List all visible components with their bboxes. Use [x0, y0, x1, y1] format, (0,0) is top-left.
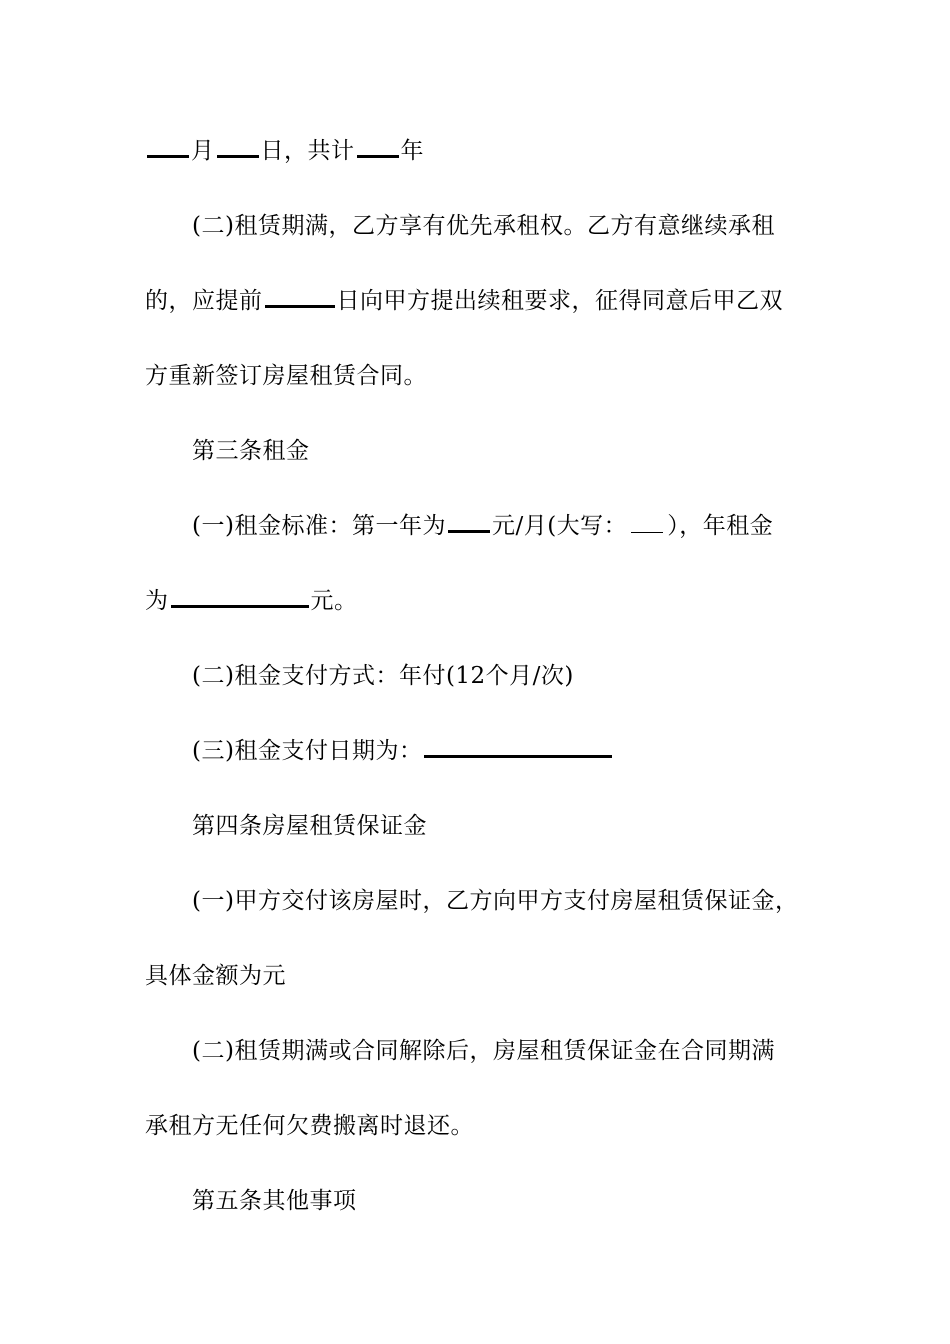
text-notice-suffix: 日向甲方提出续租要求，征得同意后甲乙双	[336, 288, 783, 314]
section-heading-rent: 第三条租金	[192, 438, 310, 464]
renewal-notice-line	[145, 286, 825, 316]
text-notice-prefix: 的，应提前	[145, 288, 263, 314]
text-rent-uppercase: 元/月(大写：	[491, 513, 628, 539]
month-blank[interactable]	[147, 137, 189, 158]
day-blank[interactable]	[217, 137, 259, 158]
text-year: 年	[400, 138, 424, 164]
notice-days-blank[interactable]	[265, 287, 335, 308]
annual-rent-line	[145, 586, 825, 616]
deposit-refund-paragraph: (二)租赁期满或合同解除后，房屋租赁保证金在合同期满	[192, 1038, 775, 1064]
section-heading-other: 第五条其他事项	[192, 1188, 357, 1214]
text-annual-unit: 元。	[310, 588, 358, 614]
renewal-resign-line: 方重新签订房屋租赁合同。	[145, 363, 427, 389]
payment-date-blank[interactable]	[424, 737, 612, 758]
deposit-amount-line: 具体金额为元	[145, 963, 286, 989]
deposit-paragraph: (一)甲方交付该房屋时，乙方向甲方支付房屋租赁保证金，	[192, 888, 799, 914]
text-month: 月	[191, 138, 215, 164]
years-blank[interactable]	[357, 137, 399, 158]
rent-standard-line	[192, 511, 872, 541]
uppercase-amount-blank[interactable]	[631, 514, 663, 533]
lease-term-end-line	[145, 136, 825, 166]
payment-date-line	[192, 736, 872, 766]
text-annual-rent: ），年租金	[667, 513, 774, 539]
renewal-right-paragraph: (二)租赁期满，乙方享有优先承租权。乙方有意继续承租	[192, 213, 775, 239]
text-payment-date: (三)租金支付日期为：	[192, 738, 423, 764]
annual-rent-blank[interactable]	[171, 587, 309, 608]
text-day-total: 日，共计	[260, 138, 355, 164]
text-annual-prefix: 为	[145, 588, 169, 614]
monthly-rent-blank[interactable]	[448, 512, 490, 533]
deposit-refund-line: 承租方无任何欠费搬离时退还。	[145, 1113, 474, 1139]
text-rent-first-year: (一)租金标准：第一年为	[192, 513, 446, 539]
section-heading-deposit: 第四条房屋租赁保证金	[192, 813, 427, 839]
payment-method-line: (二)租金支付方式：年付(12个月/次)	[192, 663, 574, 689]
